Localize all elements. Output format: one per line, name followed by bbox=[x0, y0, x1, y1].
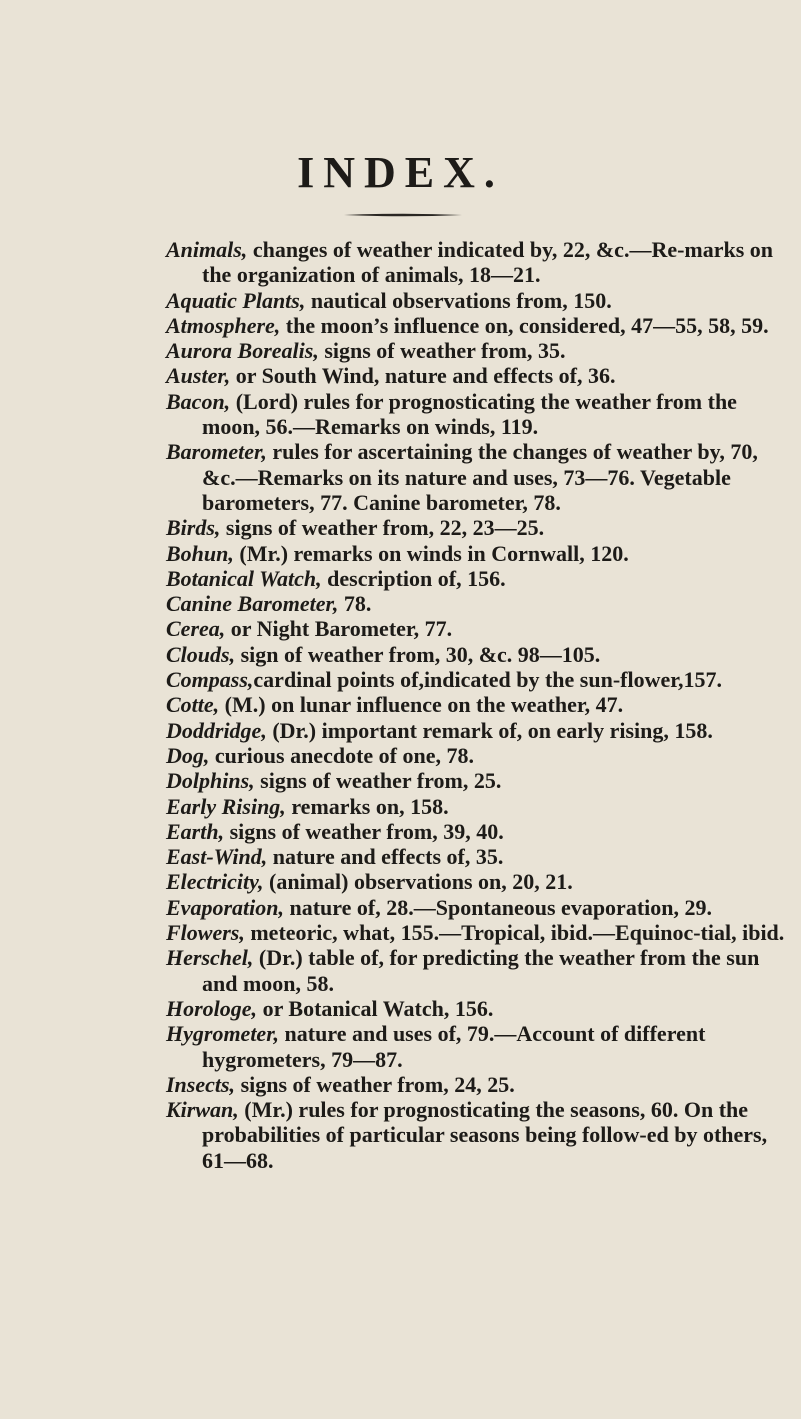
entry-headword: Kirwan, bbox=[166, 1097, 239, 1123]
entry-text: or Night Barometer, 77. bbox=[225, 616, 453, 642]
entry-headword: Early Rising, bbox=[166, 793, 286, 819]
entry-text: meteoric, what, 155.—Tropical, ibid.—Equinoc-tial, ibid. bbox=[244, 920, 785, 946]
index-entry bbox=[166, 844, 791, 869]
index-entry bbox=[166, 439, 791, 515]
index-entry bbox=[166, 667, 791, 692]
index-entry bbox=[166, 566, 791, 591]
page-title: INDEX. bbox=[297, 148, 504, 197]
entry-text: remarks on, 158. bbox=[285, 793, 449, 819]
entry-text: or South Wind, nature and effects of, 36. bbox=[230, 363, 616, 389]
entry-text: signs of weather from, 24, 25. bbox=[235, 1071, 515, 1097]
entry-text: nautical observations from, 150. bbox=[305, 287, 612, 313]
index-entry bbox=[166, 996, 791, 1021]
entry-text: rules for ascertaining the changes of weather by, 70, &c.—Remarks on its nature and uses, 73—76. Vegetable barometers, 77. Canine barometer, 78. bbox=[202, 439, 758, 515]
entry-headword: Dolphins, bbox=[166, 768, 255, 794]
index-entry bbox=[166, 895, 791, 920]
entry-headword: Botanical Watch, bbox=[166, 565, 322, 591]
entry-text: (M.) on lunar influence on the weather, 47. bbox=[219, 692, 624, 718]
index-entry bbox=[166, 718, 791, 743]
entry-text: cardinal points of,indicated by the sun-flower,157. bbox=[253, 667, 722, 693]
entry-headword: Doddridge, bbox=[166, 717, 267, 743]
index-entry bbox=[166, 692, 791, 717]
index-entry bbox=[166, 768, 791, 793]
entry-text: description of, 156. bbox=[321, 565, 506, 591]
entry-headword: Cerea, bbox=[166, 616, 226, 642]
entry-headword: Compass, bbox=[166, 667, 254, 693]
entry-headword: Bacon, bbox=[166, 388, 231, 414]
entry-text: (Lord) rules for prognosticating the weather from the moon, 56.—Remarks on winds, 119. bbox=[202, 388, 737, 440]
entry-text: signs of weather from, 35. bbox=[318, 338, 566, 364]
entry-headword: Hygrometer, bbox=[166, 1021, 280, 1047]
entry-headword: Flowers, bbox=[166, 920, 245, 946]
entry-text: the moon’s influence on, considered, 47—55, 58, 59. bbox=[280, 312, 769, 338]
entry-headword: Canine Barometer, bbox=[166, 591, 339, 617]
entry-text: signs of weather from, 25. bbox=[254, 768, 502, 794]
entry-headword: Herschel, bbox=[166, 945, 254, 971]
entry-text: (animal) observations on, 20, 21. bbox=[263, 869, 573, 895]
entry-headword: Clouds, bbox=[166, 641, 236, 667]
index-entry bbox=[166, 288, 791, 313]
entry-headword: Cotte, bbox=[166, 692, 220, 718]
entry-headword: Bohun, bbox=[166, 540, 234, 566]
index-entry bbox=[166, 541, 791, 566]
index-entry bbox=[166, 237, 791, 288]
entry-text: (Mr.) remarks on winds in Cornwall, 120. bbox=[233, 540, 629, 566]
index-entry bbox=[166, 920, 791, 945]
index-entries bbox=[166, 237, 791, 1173]
entry-text: signs of weather from, 22, 23—25. bbox=[220, 515, 545, 541]
entry-headword: Insects, bbox=[166, 1071, 236, 1097]
entry-text: curious anecdote of one, 78. bbox=[209, 742, 474, 768]
entry-headword: Barometer, bbox=[166, 439, 267, 465]
index-entry bbox=[166, 616, 791, 641]
index-entry bbox=[166, 819, 791, 844]
entry-text: 78. bbox=[338, 591, 372, 617]
index-entry bbox=[166, 1097, 791, 1173]
index-entry bbox=[166, 389, 791, 440]
entry-text: changes of weather indicated by, 22, &c.—Re-marks on the organization of animals, 18—21. bbox=[202, 237, 774, 288]
entry-headword: East-Wind, bbox=[166, 844, 268, 870]
index-entry bbox=[166, 338, 791, 363]
entry-text: (Dr.) important remark of, on early rising, 158. bbox=[266, 717, 713, 743]
entry-headword: Earth, bbox=[166, 818, 225, 844]
entry-text: (Dr.) table of, for predicting the weather from the sun and moon, 58. bbox=[202, 945, 760, 996]
entry-headword: Animals, bbox=[166, 237, 248, 262]
index-entry bbox=[166, 591, 791, 616]
entry-headword: Atmosphere, bbox=[166, 312, 281, 338]
index-entry bbox=[166, 794, 791, 819]
index-entry bbox=[166, 1072, 791, 1097]
index-entry bbox=[166, 1021, 791, 1072]
entry-text: nature and uses of, 79.—Account of different hygrometers, 79—87. bbox=[202, 1021, 706, 1072]
entry-text: (Mr.) rules for prognosticating the seasons, 60. On the probabilities of particular seasons being follow-ed by others, 61—68. bbox=[202, 1097, 768, 1173]
entry-text: nature and effects of, 35. bbox=[267, 844, 504, 870]
entry-headword: Evaporation, bbox=[166, 894, 284, 920]
index-entry bbox=[166, 945, 791, 996]
entry-headword: Birds, bbox=[166, 515, 221, 541]
entry-text: nature of, 28.—Spontaneous evaporation, 29. bbox=[283, 894, 712, 920]
entry-text: signs of weather from, 39, 40. bbox=[224, 818, 504, 844]
index-entry bbox=[166, 363, 791, 388]
entry-headword: Dog, bbox=[166, 742, 210, 768]
index-entry bbox=[166, 642, 791, 667]
entry-headword: Horologe, bbox=[166, 995, 258, 1021]
index-entry bbox=[166, 869, 791, 894]
index-entry bbox=[166, 515, 791, 540]
index-entry bbox=[166, 313, 791, 338]
entry-headword: Electricity, bbox=[166, 869, 264, 895]
entry-headword: Aurora Borealis, bbox=[166, 338, 319, 364]
entry-headword: Aquatic Plants, bbox=[166, 287, 306, 313]
entry-text: sign of weather from, 30, &c. 98—105. bbox=[235, 641, 601, 667]
entry-text: or Botanical Watch, 156. bbox=[257, 995, 494, 1021]
index-entry bbox=[166, 743, 791, 768]
entry-headword: Auster, bbox=[166, 363, 231, 389]
title-rule-ornament bbox=[344, 213, 462, 217]
